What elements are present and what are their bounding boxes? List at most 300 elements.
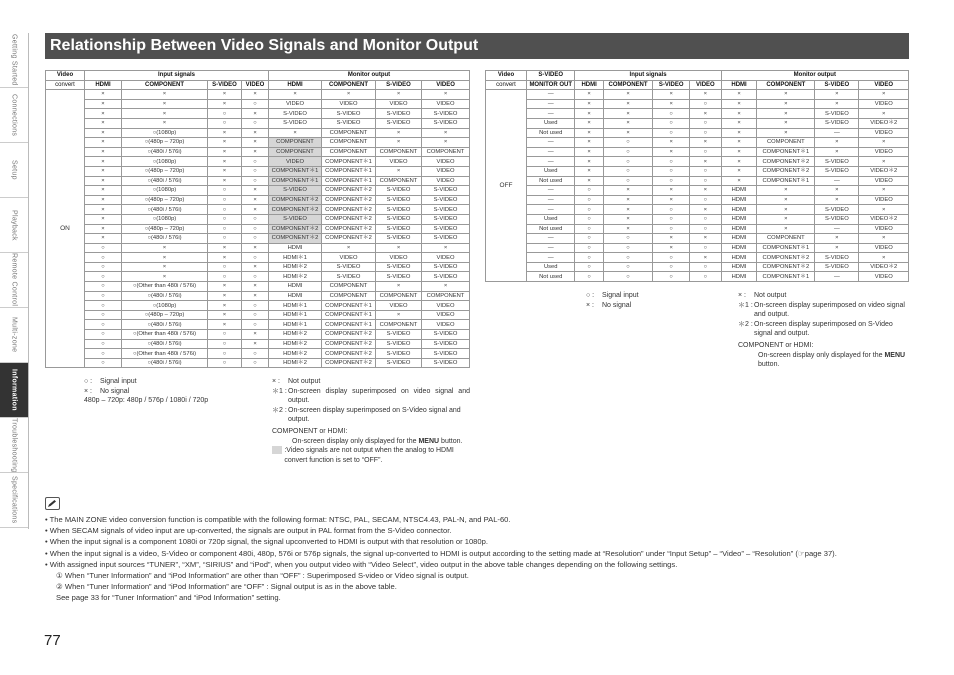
table-cell: ○ (653, 128, 690, 138)
table-cell: × (208, 90, 242, 100)
table-cell: ○ (603, 138, 652, 148)
table-cell: ○(480p – 720p) (122, 195, 208, 205)
table-cell: × (690, 253, 722, 263)
table-cell: × (376, 166, 422, 176)
table-cell: × (653, 99, 690, 109)
table-cell: × (690, 234, 722, 244)
table-cell: ○ (603, 253, 652, 263)
table-cell: — (815, 128, 859, 138)
table-cell: ○ (208, 195, 242, 205)
table-cell: ○ (208, 234, 242, 244)
table-cell: ○ (690, 262, 722, 272)
table-cell: COMPONENT＊2 (322, 195, 376, 205)
table-cell: S-VIDEO (815, 262, 859, 272)
table-cell: COMPONENT＊2 (322, 224, 376, 234)
table-cell: HDMI＊2 (269, 330, 322, 340)
table-cell: HDMI (721, 262, 757, 272)
table-cell: × (757, 214, 815, 224)
legend-note1: On-screen display superimposed on video signal and output. (288, 387, 470, 405)
table-cell: — (527, 99, 575, 109)
col-input-signals: Input signals (85, 71, 269, 81)
table-cell: ○ (242, 234, 269, 244)
table-cell: S-VIDEO (422, 330, 470, 340)
table-cell: × (690, 205, 722, 215)
table-cell: × (85, 90, 122, 100)
table-row (46, 330, 470, 340)
table-cell: × (422, 243, 470, 253)
table-cell: ○ (653, 109, 690, 119)
table-cell: HDMI (721, 205, 757, 215)
table-cell: × (208, 176, 242, 186)
table-cell: COMPONENT＊1 (269, 176, 322, 186)
table-cell: × (208, 310, 242, 320)
note-item: • When SECAM signals of video input are up-converted, the signals are output in PAL format from the S-Video connector. (45, 526, 452, 536)
table-cell: S-VIDEO (422, 205, 470, 215)
table-cell: ○ (690, 128, 722, 138)
col-header: S-VIDEO (376, 80, 422, 90)
table-cell: HDMI (269, 243, 322, 253)
table-cell: VIDEO (269, 99, 322, 109)
table-cell: VIDEO＊2 (859, 118, 909, 128)
table-cell: ○ (85, 272, 122, 282)
table-cell: COMPONENT＊2 (757, 253, 815, 263)
table-row (46, 282, 470, 292)
legend-signal-input: Signal input (602, 292, 639, 299)
table-cell: × (603, 109, 652, 119)
table-cell: ○(480i / 576i) (122, 339, 208, 349)
table-cell: VIDEO (859, 243, 909, 253)
table-cell: S-VIDEO (376, 272, 422, 282)
table-cell: COMPONENT (422, 291, 470, 301)
table-cell: × (242, 147, 269, 157)
table-cell: × (653, 195, 690, 205)
table-cell: ○ (85, 243, 122, 253)
table-cell: × (859, 157, 909, 167)
video-convert-on-table (45, 70, 470, 368)
table-row (486, 234, 909, 244)
table-cell: × (242, 282, 269, 292)
table-cell: S-VIDEO (376, 195, 422, 205)
table-cell: HDMI (721, 253, 757, 263)
table-cell: × (815, 195, 859, 205)
table-cell: × (859, 138, 909, 148)
table-cell: S-VIDEO (376, 214, 422, 224)
table-cell: × (85, 99, 122, 109)
table-cell: × (122, 253, 208, 263)
table-cell: ○(Other than 480i / 576i) (122, 349, 208, 359)
table-cell: COMPONENT＊2 (322, 358, 376, 368)
table-cell: × (859, 109, 909, 119)
table-cell: VIDEO (422, 166, 470, 176)
table-cell: — (527, 186, 575, 196)
table-cell: ○ (603, 166, 652, 176)
table-cell: × (242, 128, 269, 138)
col-monitor-output: Monitor output (721, 71, 908, 81)
table-cell: COMPONENT＊2 (269, 234, 322, 244)
table-cell: ○ (575, 195, 603, 205)
table-cell: S-VIDEO (422, 186, 470, 196)
table-cell: VIDEO (376, 99, 422, 109)
table-cell: HDMI (721, 214, 757, 224)
table-cell: ○ (85, 253, 122, 263)
table-row (46, 128, 470, 138)
table-row (46, 205, 470, 215)
table-cell: × (85, 128, 122, 138)
table-cell: S-VIDEO (422, 339, 470, 349)
table-cell: COMPONENT＊1 (322, 166, 376, 176)
table-cell: × (242, 90, 269, 100)
nav-tab-label: Specifications (10, 476, 18, 524)
table-cell: ○ (575, 262, 603, 272)
table-cell: HDMI＊1 (269, 253, 322, 263)
table-cell: VIDEO (376, 157, 422, 167)
table-cell: — (527, 90, 575, 100)
table-cell: ○(480i / 576i) (122, 291, 208, 301)
table-cell: VIDEO (859, 99, 909, 109)
table-cell: × (208, 157, 242, 167)
legend-comp-hdmi: COMPONENT or HDMI: (738, 341, 814, 349)
table-cell: COMPONENT (376, 147, 422, 157)
table-cell: ○ (208, 224, 242, 234)
table-cell: ○ (575, 234, 603, 244)
table-cell: VIDEO (422, 157, 470, 167)
table-cell: × (85, 214, 122, 224)
table-cell: ○ (690, 214, 722, 224)
table-cell: × (690, 186, 722, 196)
col-header: HDMI (269, 80, 322, 90)
col-header: S-VIDEO (208, 80, 242, 90)
table-row (46, 262, 470, 272)
table-cell: × (242, 186, 269, 196)
table-cell: × (757, 118, 815, 128)
table-cell: COMPONENT＊2 (269, 195, 322, 205)
table-cell: × (208, 291, 242, 301)
table-cell: Not used (527, 176, 575, 186)
table-row (46, 339, 470, 349)
table-cell: × (575, 109, 603, 119)
table-cell: ○ (603, 147, 652, 157)
table-cell: × (653, 138, 690, 148)
table-cell: S-VIDEO (376, 205, 422, 215)
table-cell: COMPONENT＊2 (269, 224, 322, 234)
table-cell: COMPONENT＊1 (322, 320, 376, 330)
table-cell: HDMI＊2 (269, 358, 322, 368)
table-cell: S-VIDEO (815, 166, 859, 176)
nav-tab-multi-zone[interactable] (0, 308, 28, 363)
table-cell: ○ (603, 272, 652, 282)
page-title: Relationship Between Video Signals and Monitor Output (45, 33, 909, 59)
table-cell: × (208, 301, 242, 311)
legend-symbols-left: ○ : Signal input × : No signal 480p – 720p: 480p / 576p / 1080i / 720p (84, 378, 209, 405)
table-cell: × (575, 166, 603, 176)
table-cell: COMPONENT (376, 176, 422, 186)
table-cell: × (603, 214, 652, 224)
table-row (46, 109, 470, 119)
table-row (46, 138, 470, 148)
table-cell: × (721, 157, 757, 167)
table-row (46, 166, 470, 176)
table-cell: ○ (690, 176, 722, 186)
subnote-item: ② When “Tuner Information” and “iPod Information” are “OFF” : Signal output is as in the above table. (56, 582, 397, 592)
legend-note2: On-screen display superimposed on S-Video signal and output. (754, 320, 893, 338)
table-cell: VIDEO (322, 253, 376, 263)
table-row (46, 291, 470, 301)
table-cell: ○ (575, 214, 603, 224)
table-cell: COMPONENT＊2 (322, 186, 376, 196)
table-cell: × (575, 157, 603, 167)
nav-tab-label: Multi-zone (10, 317, 18, 353)
table-cell: VIDEO (269, 157, 322, 167)
table-cell: ○(480i / 576i) (122, 205, 208, 215)
table-cell: — (527, 138, 575, 148)
table-row (486, 205, 909, 215)
table-cell: ○ (208, 118, 242, 128)
table-cell: ○ (242, 214, 269, 224)
table-cell: × (376, 282, 422, 292)
table-cell: ○ (242, 253, 269, 263)
table-cell: × (690, 109, 722, 119)
table-cell: × (376, 90, 422, 100)
col-convert-sub: convert (46, 80, 85, 90)
table-cell: S-VIDEO (376, 186, 422, 196)
nav-tab-label: Information (10, 369, 18, 411)
table-cell: — (527, 243, 575, 253)
table-cell: S-VIDEO (422, 262, 470, 272)
table-cell: × (422, 282, 470, 292)
table-cell: ○ (690, 243, 722, 253)
col-video-convert: Video (46, 71, 85, 81)
table-cell: S-VIDEO (376, 224, 422, 234)
table-cell: — (527, 205, 575, 215)
col-header: VIDEO (690, 80, 722, 90)
nav-tab-playback[interactable] (0, 198, 28, 253)
table-cell: HDMI＊2 (269, 272, 322, 282)
table-cell: — (527, 157, 575, 167)
table-row (486, 109, 909, 119)
table-row (46, 253, 470, 263)
table-cell: VIDEO (422, 99, 470, 109)
table-cell: × (815, 147, 859, 157)
table-cell: COMPONENT＊2 (757, 262, 815, 272)
table-cell: × (322, 90, 376, 100)
nav-tab-label: Remote Control (10, 253, 18, 307)
table-row (486, 157, 909, 167)
nav-tab-getting-started[interactable] (0, 33, 28, 88)
table-cell: COMPONENT＊2 (322, 214, 376, 224)
table-cell: × (653, 90, 690, 100)
table-cell: × (757, 186, 815, 196)
table-cell: — (527, 195, 575, 205)
col-header: COMPONENT (322, 80, 376, 90)
table-cell: × (208, 243, 242, 253)
table-cell: — (527, 109, 575, 119)
table-cell: COMPONENT＊1 (757, 272, 815, 282)
table-row (486, 224, 909, 234)
table-cell: Used (527, 214, 575, 224)
table-cell: ○ (208, 349, 242, 359)
table-cell: ○ (242, 176, 269, 186)
table-cell: Not used (527, 272, 575, 282)
table-cell: HDMI (721, 195, 757, 205)
legend-note1: On-screen display superimposed on video signal and output. (754, 301, 905, 319)
table-cell: ○ (653, 214, 690, 224)
col-video-convert: Video (486, 71, 527, 81)
col-header: COMPONENT (122, 80, 208, 90)
table-cell: ○ (653, 262, 690, 272)
col-input-signals: Input signals (575, 71, 721, 81)
table-cell: ○ (653, 118, 690, 128)
table-cell: S-VIDEO (322, 272, 376, 282)
table-cell: × (208, 128, 242, 138)
table-cell: × (757, 195, 815, 205)
table-cell: VIDEO (376, 253, 422, 263)
table-cell: S-VIDEO (376, 339, 422, 349)
table-cell: × (721, 109, 757, 119)
table-row (46, 358, 470, 368)
table-cell: × (85, 224, 122, 234)
table-cell: ○ (690, 118, 722, 128)
table-cell: × (208, 253, 242, 263)
table-cell: × (653, 186, 690, 196)
table-cell: VIDEO＊2 (859, 214, 909, 224)
nav-tab-remote-control[interactable] (0, 253, 28, 308)
table-cell: S-VIDEO (422, 234, 470, 244)
table-cell: × (422, 138, 470, 148)
subnote-item: ① When “Tuner Information” and “iPod Information” are other than “OFF” : Superimposed S-video or Video signal is output. (56, 571, 469, 581)
table-row (486, 272, 909, 282)
table-cell: ○(1080p) (122, 301, 208, 311)
table-cell: × (85, 205, 122, 215)
table-cell: — (815, 272, 859, 282)
table-cell: ○ (690, 195, 722, 205)
table-cell: ○ (85, 301, 122, 311)
group-label: OFF (486, 90, 527, 282)
table-cell: ○ (603, 157, 652, 167)
table-row (46, 272, 470, 282)
table-cell: ○(480i / 576i) (122, 358, 208, 368)
table-row (486, 186, 909, 196)
table-cell: × (242, 291, 269, 301)
table-cell: ○ (208, 262, 242, 272)
table-cell: × (757, 224, 815, 234)
legend-no-signal: No signal (100, 387, 130, 395)
table-cell: VIDEO (859, 128, 909, 138)
table-cell: × (721, 128, 757, 138)
table-cell: COMPONENT (376, 320, 422, 330)
table-cell: × (422, 90, 470, 100)
table-cell: S-VIDEO (815, 157, 859, 167)
col-header: VIDEO (422, 80, 470, 90)
table-row (46, 99, 470, 109)
table-cell: S-VIDEO (422, 358, 470, 368)
col-header: VIDEO (242, 80, 269, 90)
table-cell: × (376, 138, 422, 148)
table-cell: VIDEO (859, 224, 909, 234)
table-cell: × (721, 176, 757, 186)
nav-tab-specifications[interactable] (0, 473, 28, 528)
table-cell: ○ (653, 157, 690, 167)
table-cell: ○(1080p) (122, 214, 208, 224)
nav-tab-label: Playback (10, 209, 18, 241)
table-cell: × (85, 186, 122, 196)
table-cell: × (242, 138, 269, 148)
table-row (486, 253, 909, 263)
table-cell: ○ (653, 253, 690, 263)
table-cell: HDMI (721, 186, 757, 196)
table-cell: ○ (208, 214, 242, 224)
table-cell: × (815, 186, 859, 196)
table-cell: × (721, 99, 757, 109)
table-row (46, 176, 470, 186)
legend-menu-post: button. (441, 437, 463, 445)
table-cell: × (815, 99, 859, 109)
table-cell: ○ (242, 157, 269, 167)
table-cell: × (575, 138, 603, 148)
col-header: COMPONENT (757, 80, 815, 90)
table-cell: ○ (208, 330, 242, 340)
table-row (46, 301, 470, 311)
nav-tab-information[interactable] (0, 363, 28, 418)
table-cell: ○ (242, 349, 269, 359)
table-cell: COMPONENT＊2 (322, 349, 376, 359)
table-cell: ○ (653, 224, 690, 234)
nav-tab-setup[interactable] (0, 143, 28, 198)
table-cell: — (815, 224, 859, 234)
legend-comp-hdmi: COMPONENT or HDMI: (272, 427, 348, 435)
table-cell: ○ (603, 234, 652, 244)
table-cell: — (815, 176, 859, 186)
table-cell: Used (527, 118, 575, 128)
table-cell: S-VIDEO (376, 349, 422, 359)
table-cell: × (85, 166, 122, 176)
table-cell: × (122, 90, 208, 100)
table-cell: ○ (242, 99, 269, 109)
table-cell: ○(480i / 576i) (122, 234, 208, 244)
table-cell: ○ (242, 310, 269, 320)
table-cell: ○ (603, 243, 652, 253)
legend-not-output: Not output (754, 292, 787, 299)
col-header: VIDEO (859, 80, 909, 90)
nav-tab-connections[interactable] (0, 88, 28, 143)
table-cell: × (376, 310, 422, 320)
table-cell: ○ (208, 186, 242, 196)
table-cell: × (690, 90, 722, 100)
table-cell: S-VIDEO (815, 109, 859, 119)
table-cell: × (815, 243, 859, 253)
table-cell: × (757, 205, 815, 215)
table-cell: HDMI＊1 (269, 301, 322, 311)
legend-notes-left: × : Not output ＊1 : On-screen display superimposed on video signal and output. ＊2 : On-screen display superimposed on S-Video signal and output. COMPONENT or HDMI: On-screen display only displayed for the MENU button. :Video signals are not output when the analog to HDMI convert function is set to “OFF”. (272, 378, 470, 464)
table-cell: × (757, 90, 815, 100)
table-cell: × (721, 118, 757, 128)
table-cell: ○ (208, 272, 242, 282)
table-row (46, 320, 470, 330)
table-cell: VIDEO (422, 301, 470, 311)
table-cell: × (208, 99, 242, 109)
col-header: HDMI (85, 80, 122, 90)
table-cell: ○ (208, 358, 242, 368)
table-cell: × (208, 166, 242, 176)
table-cell: ○ (208, 205, 242, 215)
table-cell: COMPONENT＊2 (322, 330, 376, 340)
table-cell: COMPONENT＊2 (322, 339, 376, 349)
table-cell: VIDEO＊2 (859, 262, 909, 272)
table-row (486, 147, 909, 157)
nav-tab-troubleshooting[interactable] (0, 418, 28, 473)
table-row (46, 118, 470, 128)
legend-symbols-right: ○ : Signal input × : No signal (586, 292, 639, 309)
table-row (46, 195, 470, 205)
